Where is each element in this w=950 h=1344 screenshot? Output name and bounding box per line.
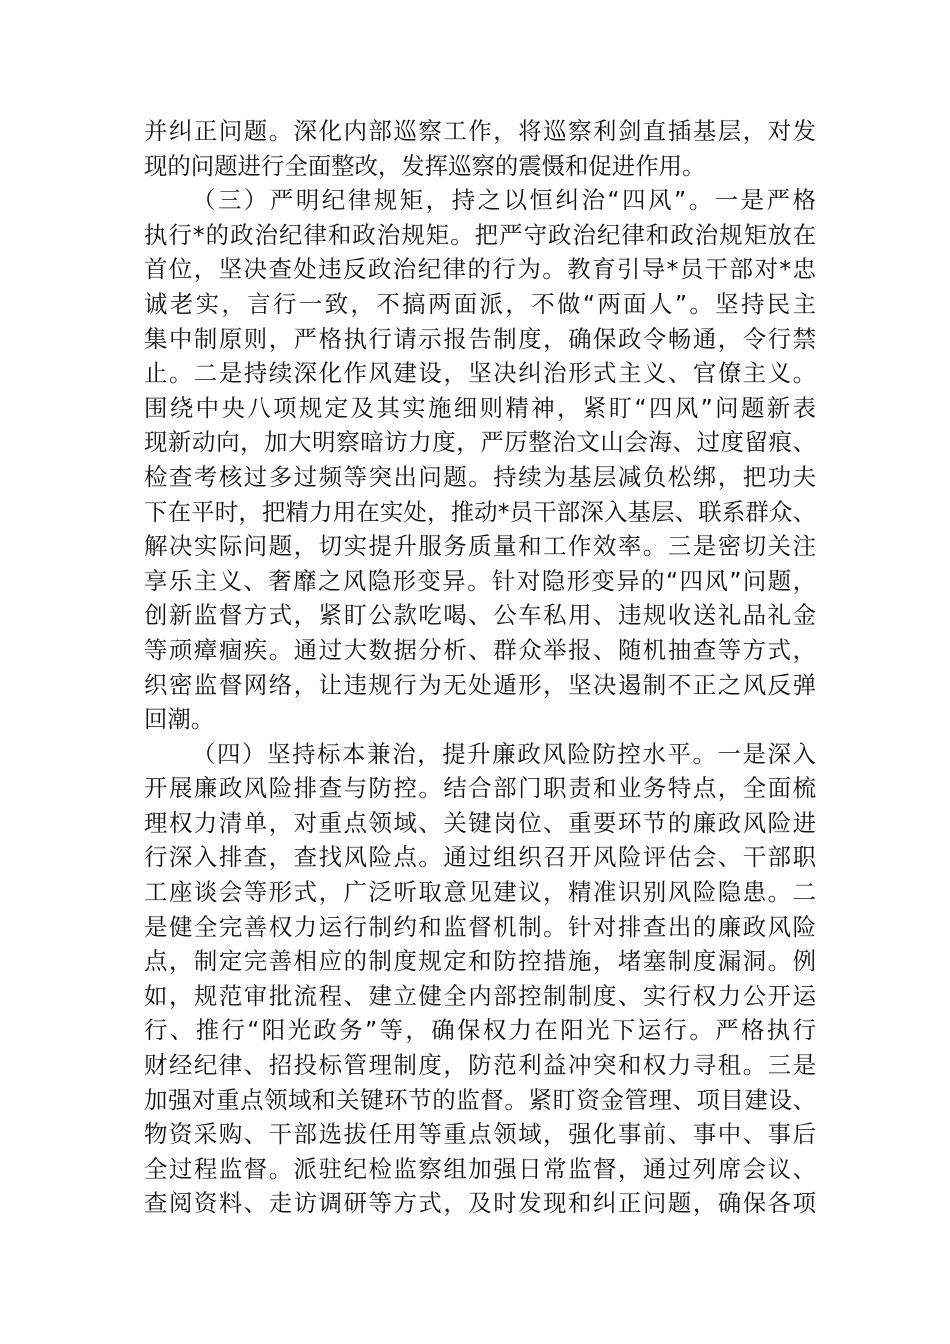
text-line: 集中制原则，严格执行请示报告制度，确保政令畅通，令行禁 bbox=[144, 324, 816, 353]
text-line: 检查考核过多过频等突出问题。持续为基层减负松绑，把功夫 bbox=[144, 462, 816, 491]
text-line: 行、推行“阳光政务”等，确保权力在阳光下运行。严格执行 bbox=[144, 1016, 816, 1045]
text-line: 诚老实，言行一致，不搞两面派，不做“两面人”。坚持民主 bbox=[144, 289, 816, 318]
text-line: 全过程监督。派驻纪检监察组加强日常监督，通过列席会议、 bbox=[144, 1154, 816, 1183]
text-line: 现新动向，加大明察暗访力度，严厉整治文山会海、过度留痕、 bbox=[144, 428, 816, 457]
text-line: 执行*的政治纪律和政治规矩。把严守政治纪律和政治规矩放在 bbox=[144, 220, 816, 249]
text-line: 现的问题进行全面整改，发挥巡察的震慑和促进作用。 bbox=[144, 151, 706, 180]
body-text bbox=[144, 114, 816, 1221]
text-line: 理权力清单，对重点领域、关键岗位、重要环节的廉政风险进 bbox=[144, 808, 816, 837]
text-line: 物资采购、干部选拔任用等重点领域，强化事前、事中、事后 bbox=[144, 1120, 816, 1149]
section-heading-line: （四）坚持标本兼治，提升廉政风险防控水平。一是深入 bbox=[192, 739, 816, 768]
text-line: 解决实际问题，切实提升服务质量和工作效率。三是密切关注 bbox=[144, 532, 816, 561]
text-line: 下在平时，把精力用在实处，推动*员干部深入基层、联系群众、 bbox=[144, 497, 816, 526]
text-line: 等顽瘴痼疾。通过大数据分析、群众举报、随机抽查等方式， bbox=[144, 635, 816, 664]
text-line: 点，制定完善相应的制度规定和防控措施，堵塞制度漏洞。例 bbox=[144, 947, 816, 976]
text-line: 加强对重点领域和关键环节的监督。紧盯资金管理、项目建设、 bbox=[144, 1085, 816, 1114]
text-line: 止。二是持续深化作风建设，坚决纠治形式主义、官僚主义。 bbox=[144, 359, 816, 388]
section-heading-line: （三）严明纪律规矩，持之以恒纠治“四风”。一是严格 bbox=[192, 186, 816, 215]
text-line: 工座谈会等形式，广泛听取意见建议，精准识别风险隐患。二 bbox=[144, 878, 816, 907]
text-line: 首位，坚决查处违反政治纪律的行为。教育引导*员干部对*忠 bbox=[144, 255, 816, 284]
text-line: 查阅资料、走访调研等方式，及时发现和纠正问题，确保各项 bbox=[144, 1189, 816, 1218]
text-line: 围绕中央八项规定及其实施细则精神，紧盯“四风”问题新表 bbox=[144, 393, 816, 422]
text-line: 回潮。 bbox=[144, 705, 215, 734]
text-line: 创新监督方式，紧盯公款吃喝、公车私用、违规收送礼品礼金 bbox=[144, 601, 816, 630]
text-line: 如，规范审批流程、建立健全内部控制制度、实行权力公开运 bbox=[144, 981, 816, 1010]
text-line: 是健全完善权力运行制约和监督机制。针对排查出的廉政风险 bbox=[144, 912, 816, 941]
text-line: 并纠正问题。深化内部巡察工作，将巡察利剑直插基层，对发 bbox=[144, 117, 816, 145]
text-line: 行深入排查，查找风险点。通过组织召开风险评估会、干部职 bbox=[144, 843, 816, 872]
text-line: 开展廉政风险排查与防控。结合部门职责和业务特点，全面梳 bbox=[144, 774, 816, 803]
text-line: 财经纪律、招投标管理制度，防范利益冲突和权力寻租。三是 bbox=[144, 1051, 816, 1080]
text-line: 织密监督网络，让违规行为无处遁形，坚决遏制不正之风反弹 bbox=[144, 670, 816, 699]
text-line: 享乐主义、奢靡之风隐形变异。针对隐形变异的“四风”问题， bbox=[144, 566, 816, 595]
